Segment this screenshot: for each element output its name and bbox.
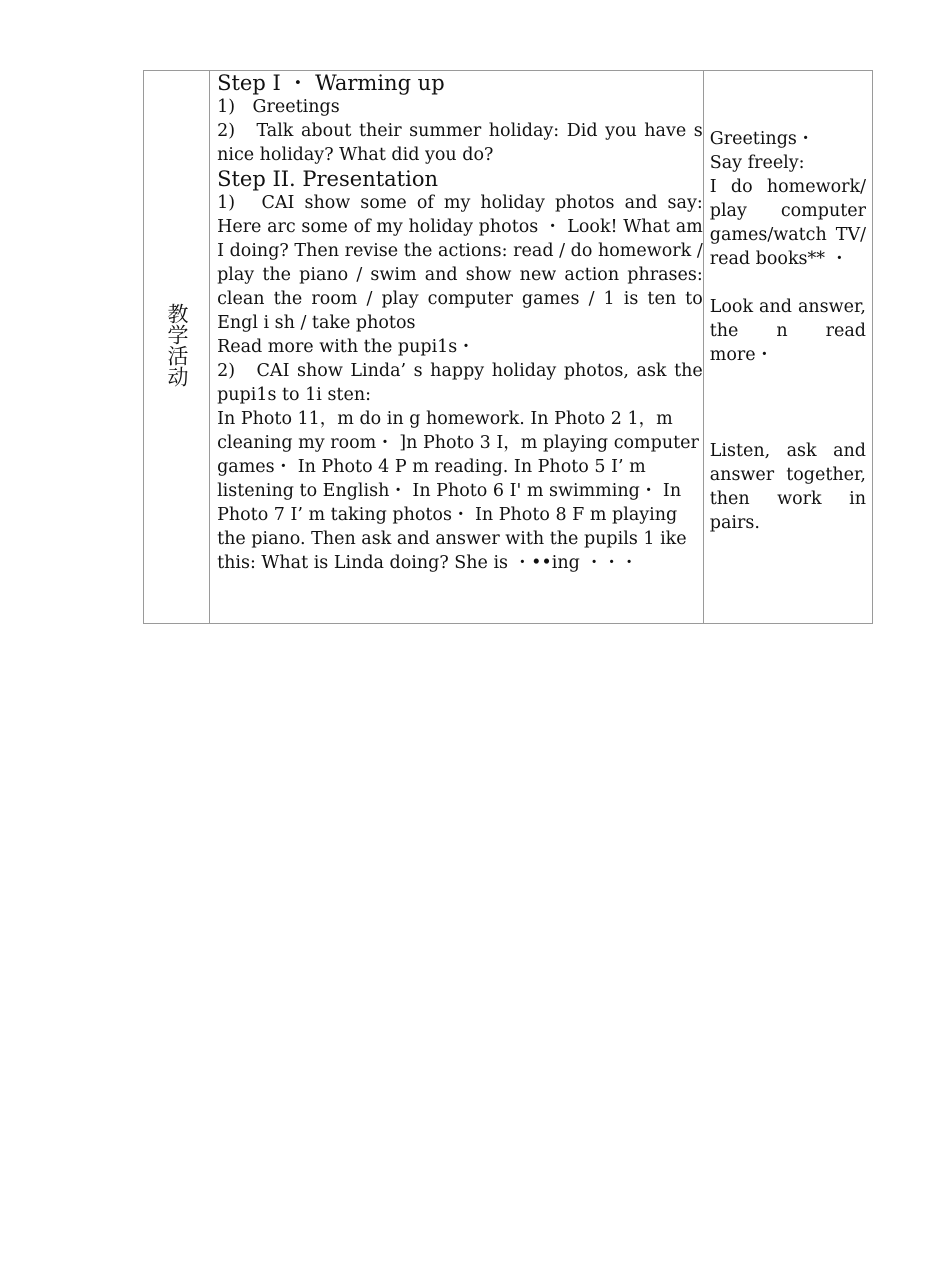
student-activity-line: Say freely:	[709, 153, 805, 173]
student-activity-line: Greetings・	[709, 129, 815, 149]
activity-paragraph: 2) CAI show Linda’ s happy holiday photos, ask the pupi1s to 1i sten:	[217, 361, 703, 405]
activity-paragraph: 1) CAI show some of my holiday photos and say: Here arc some of my holiday photos ・ Look! What am I doing? Then revise the actions: read / do homework / play the piano / swim and show new action phrases: clean the room / play computer games / 1 is ten to Engl i sh / take photos	[217, 193, 703, 333]
student-activity-block	[710, 295, 866, 367]
row-label-cell	[144, 71, 210, 624]
activity-paragraph: In Photo 11，m do in g homework. In Photo 2 1，m cleaning my room・ ]n Photo 3 I，m playing computer games・ In Photo 4 P m reading. In Photo 5 I’ m listening to English・ In Photo 6 I' m swimming・ In Photo 7 I’ m taking photos・ In Photo 8 F m playing the piano. Then ask and answer with the pupils 1 ike this: What is Linda doing? She is ・••ing ・・・	[217, 409, 699, 573]
student-activity-line: I do homework/ play computer games/watch TV/ read books** ・	[709, 177, 866, 269]
student-activity-block	[710, 127, 866, 271]
student-activity-line: Look and answer, the n read more・	[709, 297, 866, 365]
step-heading: Step I ・ Warming up	[217, 71, 445, 95]
student-activity-block	[710, 439, 866, 535]
lesson-plan-table	[143, 70, 873, 624]
teacher-activities-cell	[210, 71, 704, 624]
student-activities-cell	[703, 71, 872, 624]
activity-paragraph: 2) Talk about their summer holiday: Did you have s nice holiday? What did you do?	[217, 121, 703, 165]
row-label: 教学活动	[165, 303, 190, 387]
student-activity-line: Listen, ask and answer together, then work in pairs.	[709, 441, 866, 533]
step-heading: Step II. Presentation	[217, 167, 438, 191]
activity-paragraph: Read more with the pupi1s・	[217, 337, 475, 357]
activity-paragraph: 1) Greetings	[217, 97, 340, 117]
teaching-activities-row	[144, 71, 873, 624]
